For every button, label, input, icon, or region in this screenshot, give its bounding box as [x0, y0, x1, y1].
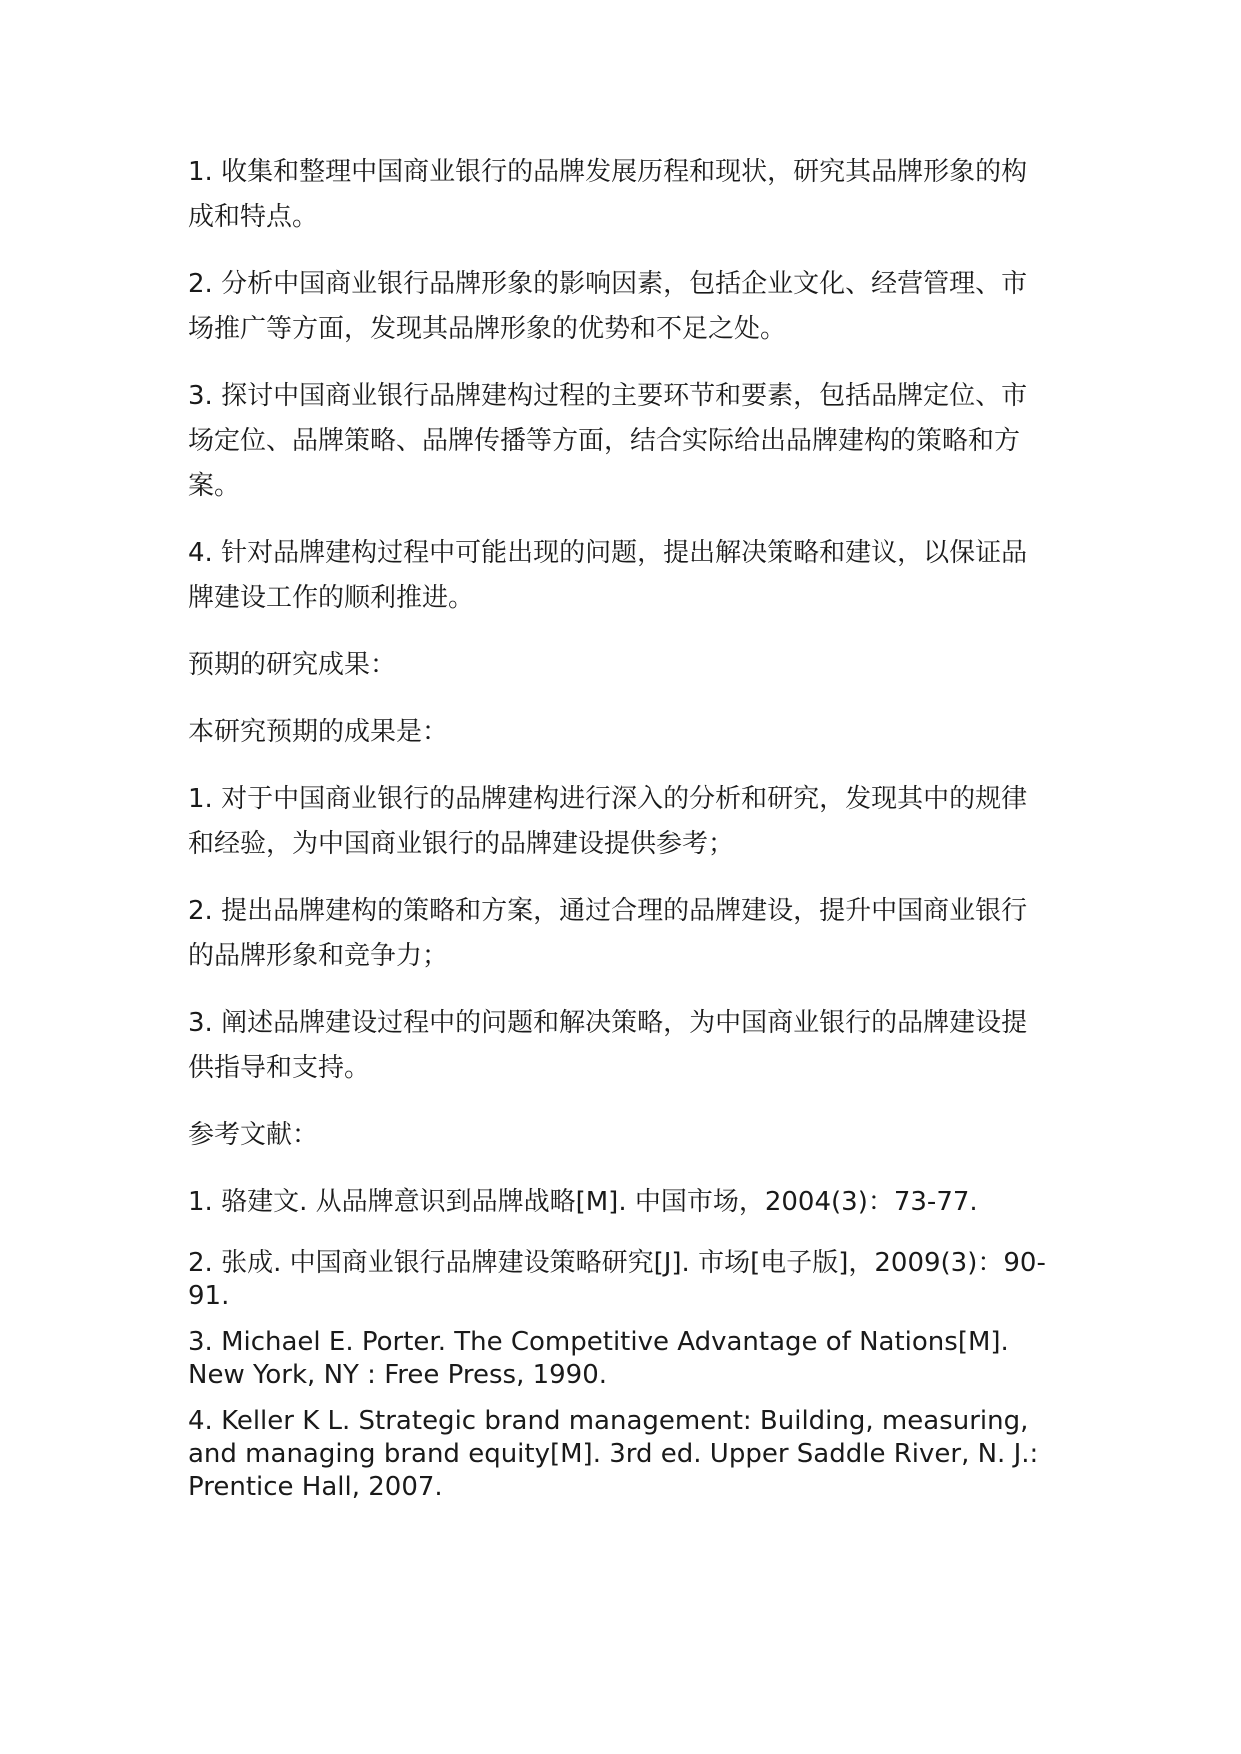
objective-3: 3. 探讨中国商业银行品牌建构过程的主要环节和要素，包括品牌定位、市场定位、品牌策略、品牌传播等方面，结合实际给出品牌建构的策略和方案。	[188, 381, 1028, 501]
result-2: 2. 提出品牌建构的策略和方案，通过合理的品牌建设，提升中国商业银行的品牌形象和竞争力；	[188, 896, 1028, 971]
reference-4: 4. Keller K L. Strategic brand management: Building, measuring, and managing brand equity[M]. 3rd ed. Upper Saddle River, N. J.: Prentice Hall, 2007.	[188, 1406, 1039, 1502]
objective-4: 4. 针对品牌建构过程中可能出现的问题，提出解决策略和建议，以保证品牌建设工作的顺利推进。	[188, 538, 1028, 613]
reference-2: 2. 张成. 中国商业银行品牌建设策略研究[J]. 市场[电子版]，2009(3)：90-91.	[188, 1248, 1046, 1311]
objective-1: 1. 收集和整理中国商业银行的品牌发展历程和现状，研究其品牌形象的构成和特点。	[188, 157, 1028, 232]
objective-2: 2. 分析中国商业银行品牌形象的影响因素，包括企业文化、经营管理、市场推广等方面，发现其品牌形象的优势和不足之处。	[188, 269, 1028, 344]
result-1: 1. 对于中国商业银行的品牌建构进行深入的分析和研究，发现其中的规律和经验，为中国商业银行的品牌建设提供参考；	[188, 784, 1028, 859]
reference-3: 3. Michael E. Porter. The Competitive Advantage of Nations[M]. New York, NY : Free Press, 1990.	[188, 1327, 1009, 1390]
page-content	[188, 150, 1048, 1517]
expected-results-heading: 预期的研究成果：	[188, 650, 397, 680]
expected-results-intro: 本研究预期的成果是：	[188, 717, 449, 747]
references-heading: 参考文献：	[188, 1120, 319, 1150]
result-3: 3. 阐述品牌建设过程中的问题和解决策略，为中国商业银行的品牌建设提供指导和支持。	[188, 1008, 1028, 1083]
reference-1: 1. 骆建文. 从品牌意识到品牌战略[M]. 中国市场，2004(3)：73-77.	[188, 1187, 978, 1217]
